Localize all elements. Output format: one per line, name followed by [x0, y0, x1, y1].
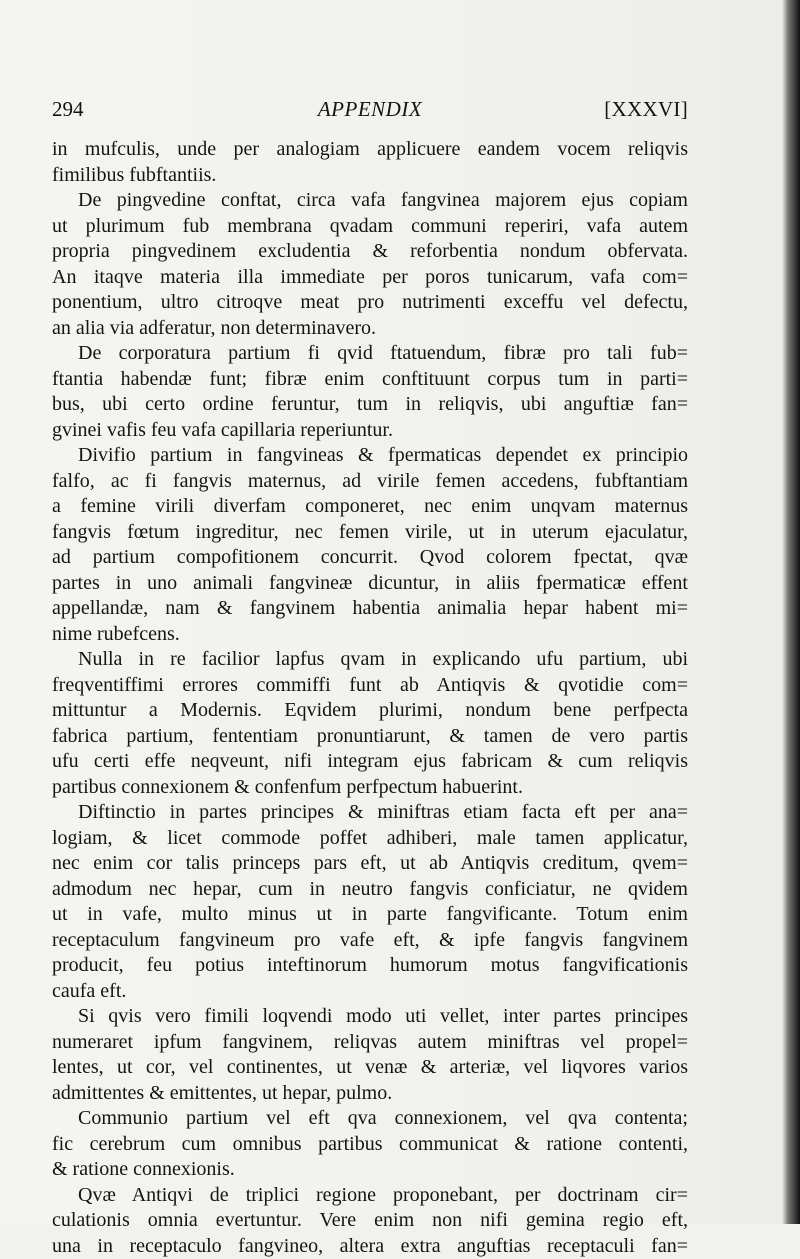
text-line: fabrica partium, fententiam pronuntiarunt, & tamen de vero partis: [52, 724, 688, 750]
text-line: lentes, ut cor, vel continentes, ut venæ & arteriæ, vel liqvores varios: [52, 1055, 688, 1081]
text-line: freqventiffimi errores commiffi funt ab Antiqvis & qvotidie com=: [52, 673, 688, 699]
page-header: [52, 94, 688, 124]
page-edge-shadow: [782, 0, 800, 1224]
text-line: ftantia habendæ funt; fibræ enim conftituunt corpus tum in parti=: [52, 367, 688, 393]
text-line: partibus connexionem & confenfum perfpectum habuerint.: [52, 775, 688, 801]
text-line: fic cerebrum cum omnibus partibus communicat & ratione contenti,: [52, 1132, 688, 1158]
text-line: Diftinctio in partes principes & miniftras etiam facta eft per ana=: [52, 800, 688, 826]
text-line: appellandæ, nam & fangvinem habentia animalia hepar habent mi=: [52, 596, 688, 622]
text-line: & ratione connexionis.: [52, 1157, 688, 1183]
text-line: a femine virili diverfam componeret, nec enim unqvam maternus: [52, 494, 688, 520]
text-line: partes in uno animali fangvineæ dicuntur, in aliis fpermaticæ effent: [52, 571, 688, 597]
text-line: una in receptaculo fangvineo, altera extra anguftias receptaculi fan=: [52, 1234, 688, 1259]
text-line: admodum nec hepar, cum in neutro fangvis conficiatur, ne qvidem: [52, 877, 688, 903]
text-line: an alia via adferatur, non determinavero.: [52, 316, 688, 342]
text-line: admittentes & emittentes, ut hepar, pulmo.: [52, 1081, 688, 1107]
text-line: Communio partium vel eft qva connexionem, vel qva contenta;: [52, 1106, 688, 1132]
section-number: [XXXVI]: [604, 94, 688, 124]
text-line: numeraret ipfum fangvinem, reliqvas autem miniftras vel propel=: [52, 1030, 688, 1056]
body-text: [52, 137, 688, 1259]
text-line: ad partium compofitionem concurrit. Qvod colorem fpectat, qvæ: [52, 545, 688, 571]
text-line: mittuntur a Modernis. Eqvidem plurimi, nondum bene perfpecta: [52, 698, 688, 724]
text-line: producit, feu potius inteftinorum humorum motus fangvificationis: [52, 953, 688, 979]
text-line: Si qvis vero fimili loqvendi modo uti vellet, inter partes principes: [52, 1004, 688, 1030]
text-line: ut plurimum fub membrana qvadam communi reperiri, vafa autem: [52, 214, 688, 240]
page-number: 294: [52, 94, 84, 124]
text-line: logiam, & licet commode poffet adhiberi, male tamen applicatur,: [52, 826, 688, 852]
text-line: ut in vafe, multo minus ut in parte fangvificante. Totum enim: [52, 902, 688, 928]
text-line: fangvis fœtum ingreditur, nec femen virile, ut in uterum ejaculatur,: [52, 520, 688, 546]
text-line: receptaculum fangvineum pro vafe eft, & ipfe fangvis fangvinem: [52, 928, 688, 954]
text-line: gvinei vafis feu vafa capillaria reperiuntur.: [52, 418, 688, 444]
text-line: caufa eft.: [52, 979, 688, 1005]
text-line: nime rubefcens.: [52, 622, 688, 648]
text-line: An itaqve materia illa immediate per poros tunicarum, vafa com=: [52, 265, 688, 291]
text-line: propria pingvedinem excludentia & reforbentia nondum obfervata.: [52, 239, 688, 265]
text-line: Divifio partium in fangvineas & fpermaticas dependet ex principio: [52, 443, 688, 469]
text-line: in mufculis, unde per analogiam applicuere eandem vocem reliqvis: [52, 137, 688, 163]
text-line: ponentium, ultro citroqve meat pro nutrimenti exceffu vel defectu,: [52, 290, 688, 316]
text-line: fimilibus fubftantiis.: [52, 163, 688, 189]
text-line: nec enim cor talis princeps pars eft, ut ab Antiqvis creditum, qvem=: [52, 851, 688, 877]
text-line: ufu certi effe neqveunt, nifi integram ejus fabricam & cum reliqvis: [52, 749, 688, 775]
running-head: APPENDIX: [52, 94, 688, 124]
text-line: Qvæ Antiqvi de triplici regione proponebant, per doctrinam cir=: [52, 1183, 688, 1209]
text-line: bus, ubi certo ordine feruntur, tum in reliqvis, ubi anguftiæ fan=: [52, 392, 688, 418]
text-line: De corporatura partium fi qvid ftatuendum, fibræ pro tali fub=: [52, 341, 688, 367]
text-line: Nulla in re facilior lapfus qvam in explicando ufu partium, ubi: [52, 647, 688, 673]
text-line: De pingvedine conftat, circa vafa fangvinea majorem ejus copiam: [52, 188, 688, 214]
text-line: culationis omnia evertuntur. Vere enim non nifi gemina regio eft,: [52, 1208, 688, 1234]
text-line: falfo, ac fi fangvis maternus, ad virile femen accedens, fubftantiam: [52, 469, 688, 495]
